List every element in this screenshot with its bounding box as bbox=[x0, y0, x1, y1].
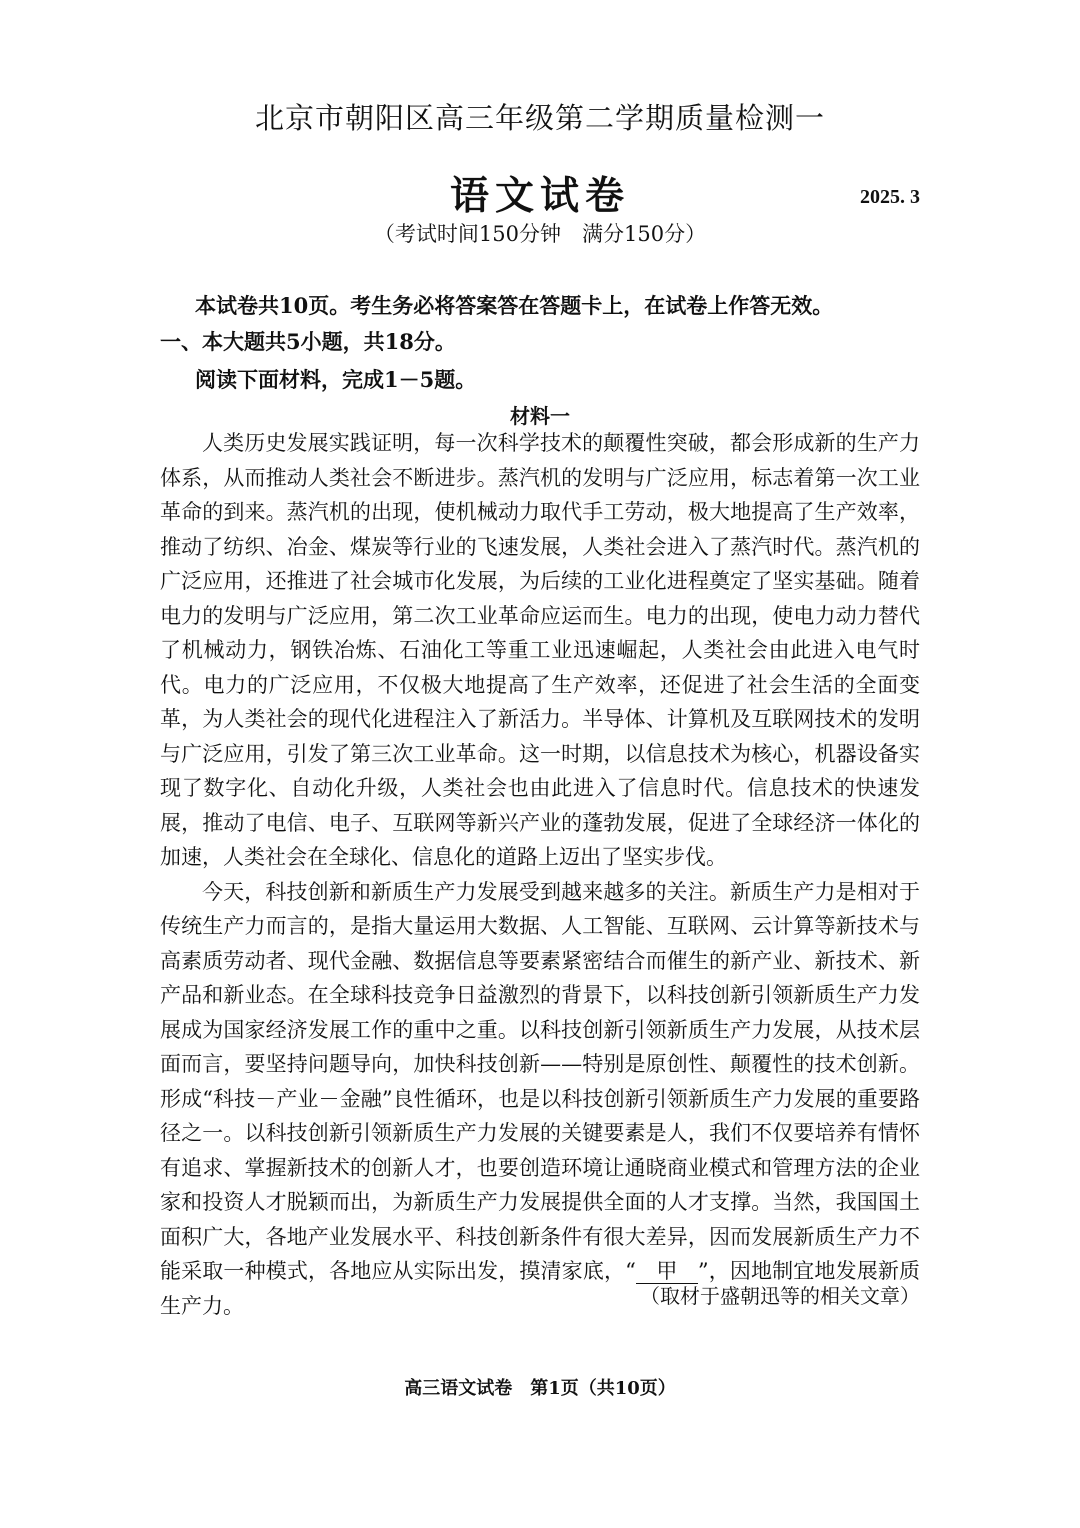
exam-time-info: （考试时间150分钟 满分150分） bbox=[373, 222, 707, 246]
material-source: （取材于盛朝迅等的相关文章） bbox=[640, 1284, 920, 1308]
exam-top-title: 北京市朝阳区高三年级第二学期质量检测一 bbox=[254, 101, 825, 135]
reading-instruction: 阅读下面材料，完成1－5题。 bbox=[195, 367, 477, 392]
paragraph-2-text-before: 今天，科技创新和新质生产力发展受到越来越多的关注。新质生产力是相对于传统生产力而言的，是指大量运用大数据、人工智能、互联网、云计算等新技术与高素质劳动者、现代金融、数据信息等要素紧密结合而催生的新产业、新技术、新产品和新业态。在全球科技竞争日益激烈的背景下，以科技创新引领新质生产力发展成为国家经济发展工作的重中之重。以科技创新引领新质生产力发展，从技术层面而言，要坚持问题导向，加快科技创新——特别是原创性、颠覆性的技术创新。形成“科技－产业－金融”良性循环，也是以科技创新引领新质生产力发展的重要路径之一。以科技创新引领新质生产力发展的关键要素是人，我们不仅要培养有情怀有追求、掌握新技术的创新人才，也要创造环境让通晓商业模式和管理方法的企业家和投资人才脱颖而出，为新质生产力发展提供全面的人才支撑。当然，我国国土面积广大，各地产业发展水平、科技创新条件有很大差异，因而发展新质生产力不能采取一种模式，各地应从实际出发，摸清家底，“ bbox=[160, 879, 920, 1283]
material-body bbox=[160, 426, 920, 1323]
material-paragraph-1: 人类历史发展实践证明，每一次科学技术的颠覆性突破，都会形成新的生产力体系，从而推动人类社会不断进步。蒸汽机的发明与广泛应用，标志着第一次工业革命的到来。蒸汽机的出现，使机械动力取代手工劳动，极大地提高了生产效率，推动了纺织、冶金、煤炭等行业的飞速发展，人类社会进入了蒸汽时代。蒸汽机的广泛应用，还推进了社会城市化发展，为后续的工业化进程奠定了坚实基础。随着电力的发明与广泛应用，第二次工业革命应运而生。电力的出现，使电力动力替代了机械动力，钢铁冶炼、石油化工等重工业迅速崛起，人类社会由此进入电气时代。电力的广泛应用，不仅极大地提高了生产效率，还促进了社会生活的全面变革，为人类社会的现代化进程注入了新活力。半导体、计算机及互联网技术的发明与广泛应用，引发了第三次工业革命。这一时期，以信息技术为核心，机器设备实现了数字化、自动化升级，人类社会也由此进入了信息时代。信息技术的快速发展，推动了电信、电子、互联网等新兴产业的蓬勃发展，促进了全球经济一体化的加速，人类社会在全球化、信息化的道路上迈出了坚实步伐。 bbox=[160, 431, 920, 869]
exam-date: 2025. 3 bbox=[860, 186, 920, 208]
exam-main-title: 语文试卷 bbox=[449, 173, 630, 219]
fill-blank-jia: 甲 bbox=[636, 1259, 698, 1284]
page-footer: 高三语文试卷 第1页（共10页） bbox=[404, 1378, 676, 1399]
material-title: 材料一 bbox=[510, 404, 570, 428]
exam-notice: 本试卷共10页。考生务必将答案答在答题卡上，在试卷上作答无效。 bbox=[195, 293, 834, 318]
material-paragraph-2 bbox=[160, 875, 920, 1324]
paragraph-2-text-after: ”，因地制宜地发展新质生产力。 bbox=[160, 1259, 920, 1318]
section-heading: 一、本大题共5小题，共18分。 bbox=[160, 329, 456, 354]
